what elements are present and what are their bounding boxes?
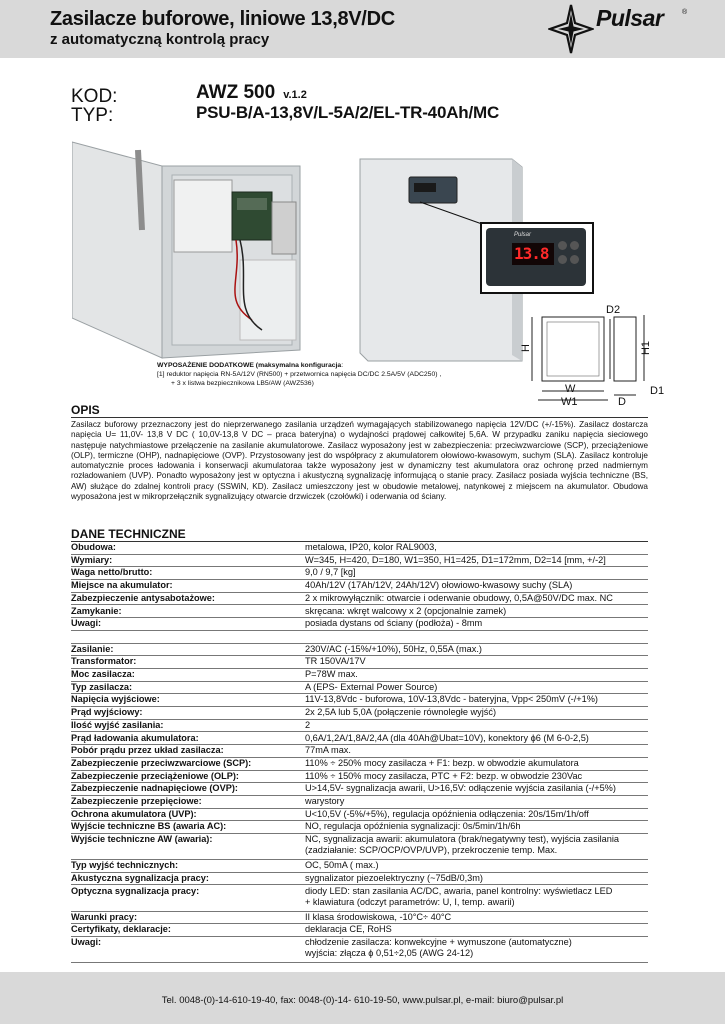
- tech-row-value-line: 40Ah/12V (17Ah/12V, 24Ah/12V) ołowiowo-kwasowy suchy (SLA): [305, 580, 573, 591]
- tech-row: [71, 796, 648, 809]
- equipment-line: [1] reduktor napięcia RN-5A/12V (RN500) + przetwornica napięcia DC/DC 2.5A/5V (ADC250) ,: [157, 370, 442, 378]
- tech-row-label: Prąd wyjściowy:: [71, 707, 143, 718]
- tech-row-value: [305, 860, 645, 871]
- tech-row-value-line: 11V-13,8Vdc - buforowa, 10V-13,8Vdc - bateryjna, Vpp< 250mV (-/+1%): [305, 694, 598, 705]
- tech-row: [71, 758, 648, 771]
- footer-contact: Tel. 0048-(0)-14-610-19-40, fax: 0048-(0)-14- 610-19-50, www.pulsar.pl, e-mail: biuro@pulsar.pl: [161, 995, 564, 1006]
- tech-row-label: Zasilanie:: [71, 643, 114, 654]
- page-title: Zasilacze buforowe, liniowe 13,8V/DC: [50, 8, 395, 30]
- product-code: [196, 82, 307, 104]
- tech-row-value-line: diody LED: stan zasilania AC/DC, awaria, panel kontrolny: wyświetlacz LED: [305, 885, 613, 896]
- tech-row-value: [305, 682, 645, 693]
- tech-row: [71, 631, 648, 644]
- panel-button-icon: [570, 255, 579, 264]
- product-code-value: AWZ 500: [196, 82, 276, 103]
- tech-row-value-line: II klasa środowiskowa, -10°C÷ 40°C: [305, 911, 452, 922]
- registered-mark: ®: [682, 9, 688, 16]
- tech-row: [71, 873, 648, 886]
- tech-row: [71, 733, 648, 746]
- tech-row-value-line: A (EPS- External Power Source): [305, 681, 438, 692]
- tech-row-value-line: skręcana: wkręt walcowy x 2 (opcjonalnie zamek): [305, 605, 507, 616]
- tech-row-value: [305, 669, 645, 680]
- tech-row: [71, 821, 648, 834]
- tech-row-value: [305, 733, 645, 744]
- tech-row-value: [305, 618, 645, 629]
- tech-row: [71, 834, 648, 860]
- tech-row-value: [305, 873, 645, 884]
- row-divider: [71, 962, 648, 963]
- tech-row: [71, 771, 648, 784]
- tech-row-value-line: sygnalizator piezoelektryczny (~75dB/0,3m): [305, 872, 483, 883]
- tech-row: [71, 593, 648, 606]
- display-zoom-frame: [480, 222, 594, 294]
- tech-row-label: Zabezpieczenie przeciążeniowe (OLP):: [71, 770, 239, 781]
- tech-row-value: [305, 821, 645, 832]
- tech-row-value-line: U>14,5V- sygnalizacja awarii, U>16,5V: odłączenie wyjścia zasilania (-/+5%): [305, 783, 616, 794]
- tech-row-value: [305, 796, 645, 807]
- tech-row-value-line: (zadziałanie: SCP/OCP/OVP/UVP), przekroczenie temp. Max.: [305, 845, 558, 856]
- tech-row-value-line: W=345, H=420, D=180, W1=350, H1=425, D1=172mm, D2=14 [mm, +/-2]: [305, 554, 606, 565]
- tech-row-value: [305, 606, 645, 617]
- tech-row-value-line: 0,6A/1,2A/1,8A/2,4A (dla 40Ah@Ubat=10V), konektory ϕ6 (M 6-0-2,5): [305, 732, 589, 743]
- tech-row: [71, 860, 648, 873]
- divider: [71, 417, 648, 418]
- tech-row-label: Typ zasilacza:: [71, 681, 133, 692]
- header-band: [0, 0, 725, 58]
- tech-row-value-line: NO, regulacja opóźnienia sygnalizacji: 0s/5min/1h/6h: [305, 821, 521, 832]
- tech-row-value-line: TR 150VA/17V: [305, 656, 366, 667]
- tech-row: [71, 606, 648, 619]
- open-enclosure-photo: [72, 140, 312, 360]
- tech-row-label: Certyfikaty, deklaracje:: [71, 924, 171, 935]
- tech-row-label: Wymiary:: [71, 554, 113, 565]
- dim-label: D: [618, 396, 626, 408]
- tech-row-label: Moc zasilacza:: [71, 669, 135, 679]
- tech-row-value-line: 2 x mikrowyłącznik: otwarcie i oderwanie obudowy, 0,5A@50V/DC max. NC: [305, 592, 613, 603]
- tech-row-label: Waga netto/brutto:: [71, 567, 153, 578]
- tech-row: [71, 656, 648, 669]
- tech-heading: DANE TECHNICZNE: [71, 527, 186, 541]
- tech-row-value: [305, 745, 645, 756]
- tech-row-value-line: 230V/AC (-15%/+10%), 50Hz, 0,55A (max.): [305, 643, 482, 654]
- tech-row-value: [305, 656, 645, 667]
- tech-row-value-line: wyjścia: złącza ϕ 0,51÷2,05 (AWG 24-12): [305, 947, 474, 958]
- equipment-note: [157, 362, 441, 388]
- tech-row: [71, 783, 648, 796]
- tech-row-value: [305, 720, 645, 731]
- tech-row-value: [305, 886, 645, 908]
- tech-row-value-line: warystory: [305, 796, 345, 806]
- tech-row: [71, 567, 648, 580]
- tech-row: [71, 937, 648, 963]
- tech-row-label: Uwagi:: [71, 618, 102, 629]
- tech-row-value-line: 2: [305, 719, 311, 730]
- tech-row-value-line: deklaracja CE, RoHS: [305, 924, 392, 935]
- page-subtitle: z automatyczną kontrolą pracy: [50, 31, 270, 48]
- tech-row-value: [305, 912, 645, 923]
- tech-row-value: [305, 771, 645, 782]
- led-value: 13.8: [514, 244, 549, 263]
- tech-row-label: Uwagi:: [71, 936, 102, 947]
- tech-row-value-line: metalowa, IP20, kolor RAL9003,: [305, 542, 437, 552]
- tech-row: [71, 542, 648, 555]
- tech-row-label: Typ wyjść technicznych:: [71, 860, 179, 871]
- tech-row-value: [305, 924, 645, 935]
- dim-label: D2: [606, 304, 621, 316]
- tech-row-value: [305, 758, 645, 769]
- tech-row-value: [305, 542, 645, 553]
- tech-row-value: [305, 644, 645, 655]
- tech-row: [71, 809, 648, 822]
- dim-label: H1: [640, 340, 653, 356]
- panel-button-icon: [570, 241, 579, 250]
- equipment-title: WYPOSAŻENIE DODATKOWE (maksymalna konfiguracja:: [157, 362, 344, 369]
- tech-row-label: Zabezpieczenie przepięciowe:: [71, 796, 202, 806]
- dim-label: H: [519, 344, 532, 352]
- tech-row-value: [305, 567, 645, 578]
- tech-row-value-line: OC, 50mA ( max.): [305, 860, 379, 871]
- tech-row: [71, 886, 648, 912]
- led-display: [512, 243, 554, 265]
- tech-row: [71, 669, 648, 682]
- tech-row-label: Wyjście techniczne AW (awaria):: [71, 834, 213, 845]
- tech-row-value-line: P=78W max.: [305, 669, 358, 679]
- tech-row: [71, 682, 648, 695]
- tech-row: [71, 580, 648, 593]
- tech-row-value-line: 110% ÷ 250% mocy zasilacza + F1: bezp. w obwodzie akumulatora: [305, 757, 579, 768]
- opis-heading: OPIS: [71, 403, 100, 417]
- tech-row-value: [305, 707, 645, 718]
- tech-row: [71, 555, 648, 568]
- tech-row-value-line: 9,0 / 9,7 [kg]: [305, 567, 356, 578]
- tech-row-label: Zamykanie:: [71, 605, 122, 616]
- panel-button-icon: [558, 241, 567, 250]
- control-panel: [486, 228, 586, 286]
- typ-label: TYP:: [71, 105, 114, 126]
- product-version: v.1.2: [283, 89, 307, 101]
- tech-row-label: Transformator:: [71, 656, 137, 667]
- tech-row-label: Warunki pracy:: [71, 911, 138, 922]
- tech-row: [71, 694, 648, 707]
- tech-row-value: [305, 783, 645, 794]
- tech-row-label: Zabezpieczenie przeciwzwarciowe (SCP):: [71, 757, 252, 768]
- tech-row-value: [305, 809, 645, 820]
- panel-button-icon: [558, 255, 567, 264]
- panel-brand: Pulsar: [514, 232, 532, 238]
- tech-row-label: Ochrona akumulatora (UVP):: [71, 808, 197, 819]
- tech-row-label: Zabezpieczenie nadnapięciowe (OVP):: [71, 783, 238, 794]
- tech-row-value-line: + klawiatura (odczyt parametrów: U, I, temp. awarii): [305, 896, 515, 907]
- tech-row-value: [305, 694, 645, 705]
- tech-row-value: [305, 580, 645, 591]
- tech-row-label: Miejsce na akumulator:: [71, 580, 173, 591]
- tech-row: [71, 720, 648, 733]
- tech-row-value-line: 77mA max.: [305, 745, 351, 756]
- equipment-line: + 3 x listwa bezpiecznikowa LB5/AW (AWZ536): [171, 379, 314, 387]
- tech-row-value-line: 2x 2,5A lub 5,0A (połączenie równoległe wyjść): [305, 707, 497, 718]
- tech-row-value-line: 110% ÷ 150% mocy zasilacza, PTC + F2: bezp. w obwodzie 230Vac: [305, 770, 583, 781]
- tech-row: [71, 618, 648, 631]
- zoom-connector-lines: [410, 200, 490, 230]
- tech-row-value-line: U<10,5V (-5%/+5%), regulacja opóźnienia odłączenia: 20s/15m/1h/off: [305, 808, 589, 819]
- tech-row-value-line: chłodzenie zasilacza: konwekcyjne + wymuszone (automatyczne): [305, 936, 572, 947]
- tech-row-label: Obudowa:: [71, 542, 116, 552]
- tech-row-label: Ilość wyjść zasilania:: [71, 719, 164, 730]
- tech-row-value: [305, 937, 645, 959]
- dim-label: D1: [650, 385, 665, 397]
- opis-text: Zasilacz buforowy przeznaczony jest do nieprzerwanego zasilania urządzeń wymagających stabilizowanego napięcia 12V/DC (+/-15%). Zasilacz dostarcza napięcia U= 11,0V- 13,8 V DC ( 10,0V-13,8 V DC – praca bateryjna) o wydajności prądowej całkowitej 5,6A. W przypadku zaniku napięcia sieciowego następuje natychmiastowe przełączenie na zasilanie akumulatorowe. Zasilacz wyposażony jest w zabezpieczenia: przeciwzwarciowe (SCP), przeciążeniowe (OLP), termiczne (OHP), nadnapięciowe (OVP). Przystosowany jest do współpracy z akumulatorem ołowiowo-kwasowym, suchym (SLA). Zasilacz kontroluje automatycznie proces ładowania i konserwacji akumulatoraa także wyposażony jest w dynamiczny test akumulatora oraz ochronę przed nadmiernym rozładowaniem (UVP). Ponadto wyposażony jest w optyczna i akustyczną sygnalizację informującą o stanie pracy. Zasilacz posiada wyjścia techniczne (BS, AW) służące do zdalnej kontroli pracy (SSWiN, KD). Zasilacz umieszczony jest w obudowie metalowej, natynkowej z miejscem na akumulator. Obudowa wyposażona jest w mikroprzełącznik sygnalizujący otwarcie drzwiczek (czołówki) i oderwania od ściany.: [71, 420, 648, 502]
- tech-row: [71, 707, 648, 720]
- tech-row: [71, 912, 648, 925]
- tech-row: [71, 924, 648, 937]
- tech-row-label: Wyjście techniczne BS (awaria AC):: [71, 821, 227, 832]
- tech-row-label: Zabezpieczenie antysabotażowe:: [71, 592, 215, 603]
- pulsar-star-icon: [548, 3, 594, 55]
- tech-row-value-line: posiada dystans od ściany (podłoża) - 8mm: [305, 618, 483, 629]
- pulsar-logo: [548, 3, 698, 55]
- dim-label: W: [565, 383, 576, 395]
- footer-band: [0, 972, 725, 1024]
- tech-row-value-line: NC, sygnalizacja awarii: akumulatora (brak/negatywny test), wyjścia zasilania: [305, 834, 620, 845]
- tech-row-label: Pobór prądu przez układ zasilacza:: [71, 745, 224, 756]
- kod-label: KOD:: [71, 86, 118, 107]
- tech-row: [71, 745, 648, 758]
- tech-row-label: Napięcia wyjściowe:: [71, 694, 160, 705]
- dim-label: W1: [561, 396, 578, 408]
- tech-row: [71, 644, 648, 657]
- brand-name: Pulsar: [596, 5, 664, 31]
- tech-row-value: [305, 555, 645, 566]
- product-type: PSU-B/A-13,8V/L-5A/2/EL-TR-40Ah/MC: [196, 103, 500, 122]
- tech-row-label: Prąd ładowania akumulatora:: [71, 732, 199, 743]
- tech-row-value: [305, 834, 645, 856]
- tech-row-label: Akustyczna sygnalizacja pracy:: [71, 872, 209, 883]
- tech-row-value: [305, 593, 645, 604]
- tech-row-label: Optyczna sygnalizacja pracy:: [71, 885, 200, 896]
